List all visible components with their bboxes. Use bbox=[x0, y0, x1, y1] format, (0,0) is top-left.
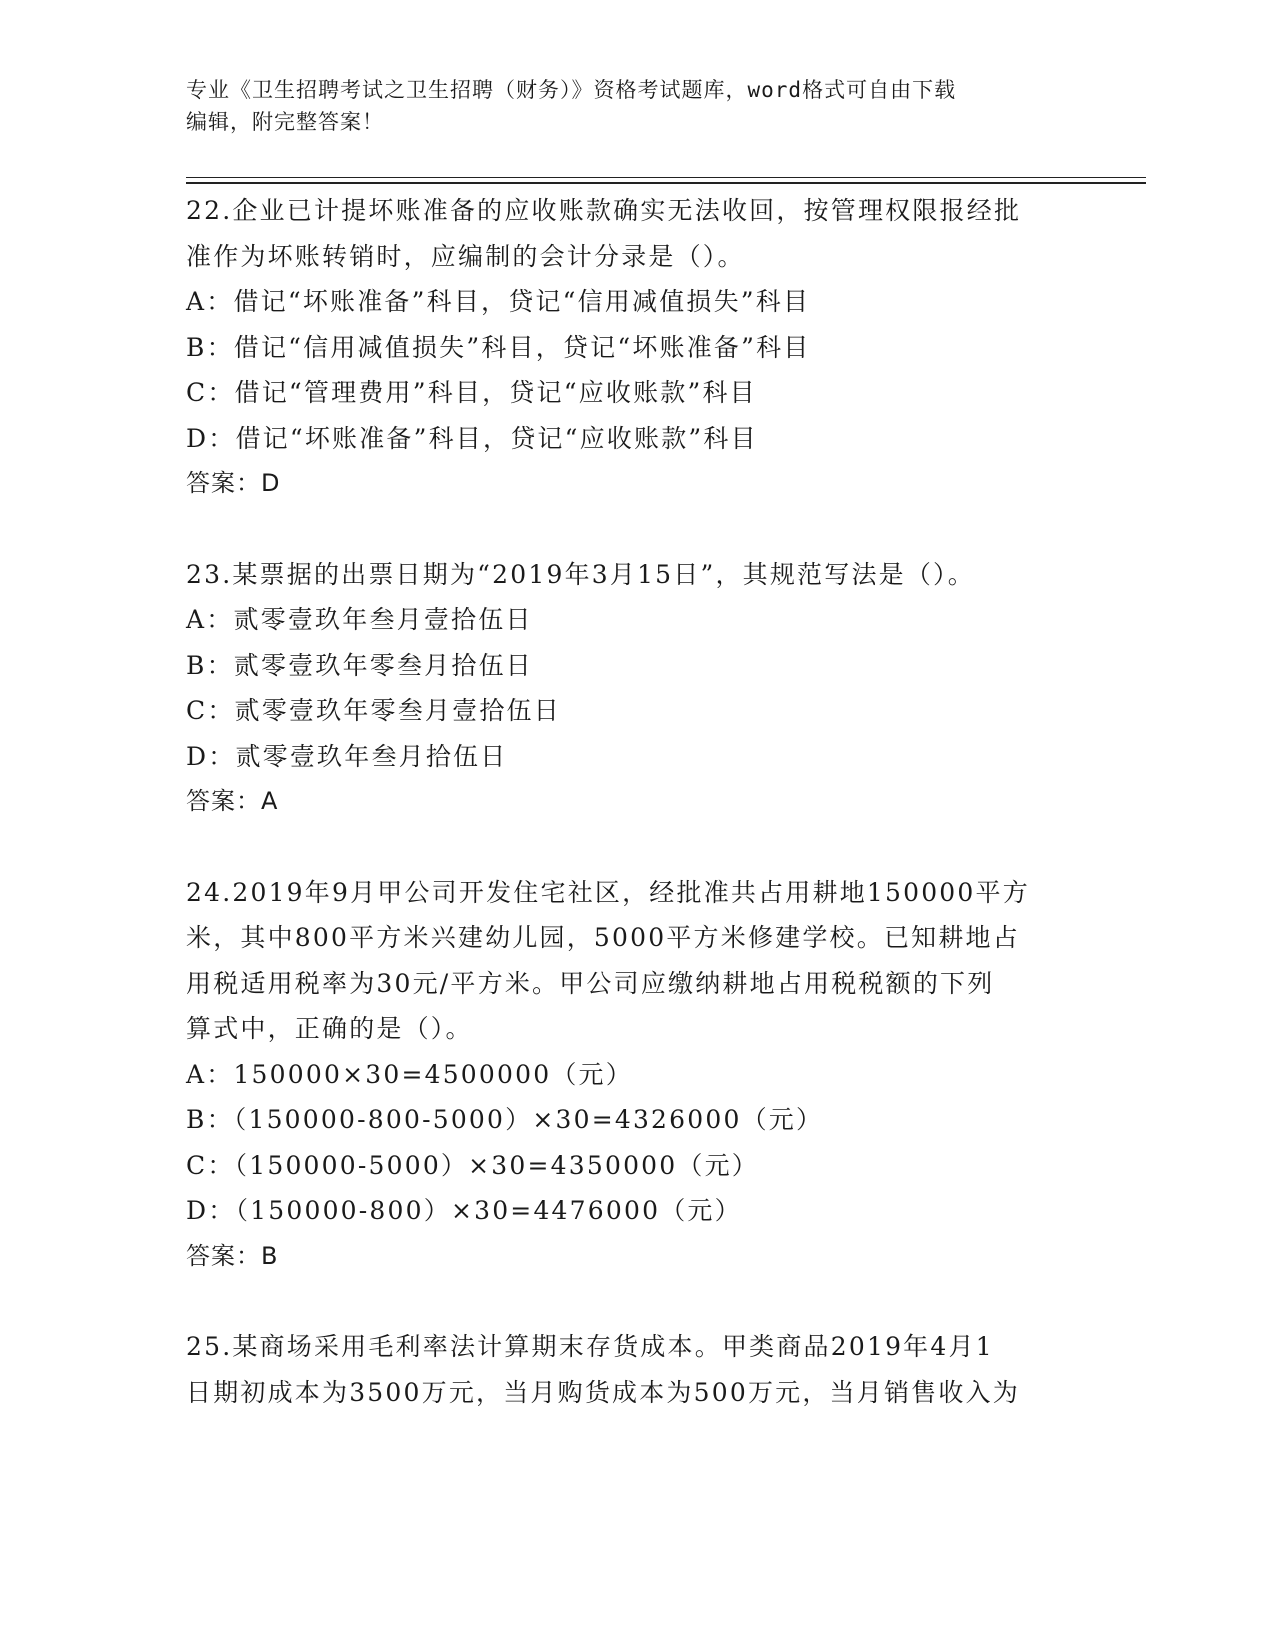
question-stem-line: 22.企业已计提坏账准备的应收账款确实无法收回，按管理权限报经批 bbox=[186, 196, 1022, 225]
header-line-2: 编辑，附完整答案！ bbox=[186, 110, 384, 134]
question-23 bbox=[186, 552, 1086, 825]
answer-label: 答案：B bbox=[186, 1241, 279, 1270]
header-divider-thin bbox=[186, 177, 1146, 178]
question-stem-line: 米，其中800平方米兴建幼儿园，5000平方米修建学校。已知耕地占 bbox=[186, 923, 1020, 952]
option-b: B：（150000-800-5000）×30=4326000（元） bbox=[186, 1105, 824, 1134]
option-c: C：贰零壹玖年零叁月壹拾伍日 bbox=[186, 696, 561, 725]
question-stem-line: 24.2019年9月甲公司开发住宅社区，经批准共占用耕地150000平方 bbox=[186, 877, 1030, 907]
question-22 bbox=[186, 188, 1086, 507]
question-stem-line: 算式中，正确的是（）。 bbox=[186, 1014, 473, 1043]
option-a: A：贰零壹玖年叁月壹拾伍日 bbox=[186, 605, 533, 634]
option-d: D：借记“坏账准备”科目，贷记“应收账款”科目 bbox=[186, 423, 758, 453]
question-stem-line: 日期初成本为3500万元，当月购货成本为500万元，当月销售收入为 bbox=[186, 1377, 1020, 1407]
header-divider-thick bbox=[186, 182, 1146, 184]
question-spacer bbox=[186, 825, 1086, 870]
option-a: A：150000×30=4500000（元） bbox=[186, 1059, 633, 1089]
option-b: B：贰零壹玖年零叁月拾伍日 bbox=[186, 650, 533, 680]
option-b: B：借记“信用减值损失”科目，贷记“坏账准备”科目 bbox=[186, 332, 811, 362]
document-header bbox=[186, 74, 1066, 138]
header-line-1: 专业《卫生招聘考试之卫生招聘（财务）》资格考试题库，word格式可自由下载 bbox=[186, 78, 957, 102]
option-a: A：借记“坏账准备”科目，贷记“信用减值损失”科目 bbox=[186, 287, 811, 316]
question-stem-line: 23.某票据的出票日期为“2019年3月15日”，其规范写法是（）。 bbox=[186, 559, 975, 589]
question-stem-line: 25.某商场采用毛利率法计算期末存货成本。甲类商品2019年4月1 bbox=[186, 1332, 994, 1361]
question-24 bbox=[186, 870, 1086, 1280]
answer-label: 答案：D bbox=[186, 469, 281, 497]
question-spacer bbox=[186, 507, 1086, 552]
option-c: C：借记“管理费用”科目，贷记“应收账款”科目 bbox=[186, 378, 757, 407]
question-25 bbox=[186, 1324, 1086, 1415]
answer-label: 答案：A bbox=[186, 787, 279, 815]
question-list bbox=[186, 188, 1086, 1415]
question-spacer bbox=[186, 1279, 1086, 1324]
question-stem-line: 用税适用税率为30元/平方米。甲公司应缴纳耕地占用税税额的下列 bbox=[186, 968, 995, 998]
question-stem-line: 准作为坏账转销时，应编制的会计分录是（）。 bbox=[186, 241, 745, 271]
option-c: C：（150000-5000）×30=4350000（元） bbox=[186, 1150, 759, 1180]
option-d: D：（150000-800）×30=4476000（元） bbox=[186, 1196, 742, 1225]
option-d: D：贰零壹玖年叁月拾伍日 bbox=[186, 741, 508, 771]
